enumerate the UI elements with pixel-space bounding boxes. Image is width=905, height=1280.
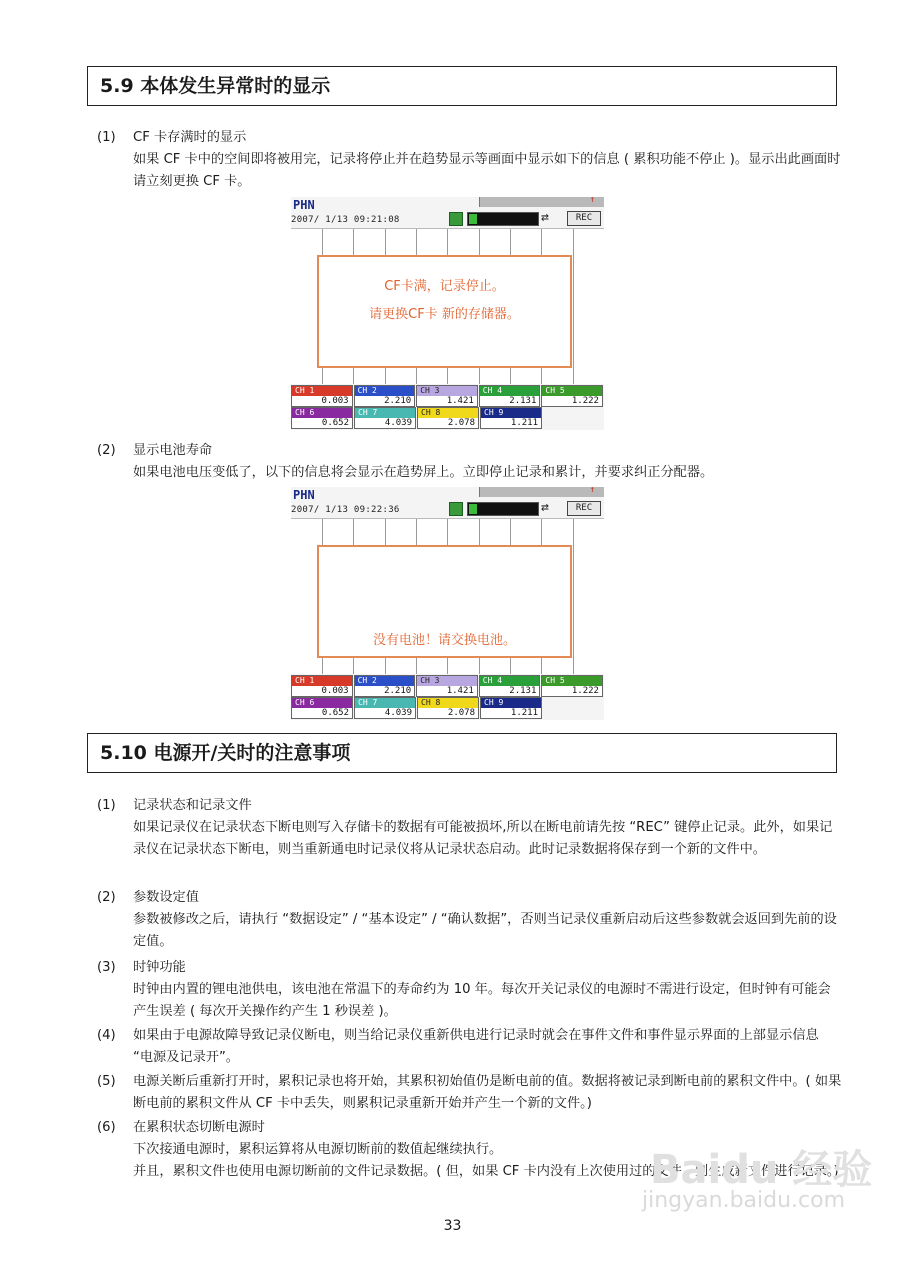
item-heading: 显示电池寿命	[133, 443, 213, 458]
channel-label: CH 2	[355, 386, 415, 396]
tab-mark: ↑	[589, 487, 595, 495]
channel-label: CH 7	[355, 698, 415, 708]
rec-indicator: REC	[567, 211, 601, 226]
item-body: 如果 CF 卡中的空间即将被用完，记录将停止并在趋势显示等画面中显示如下的信息 ( 累积功能不停止 )。显示出此画面时请立刻更换 CF 卡。	[133, 152, 841, 189]
channel-cell	[479, 675, 541, 697]
channel-value: 2.078	[447, 708, 475, 718]
item-number: (1)	[97, 798, 116, 813]
item-body: 参数被修改之后，请执行 “数据设定” / “基本设定” / “确认数据”，否则当记录仪重新启动后这些参数就会返回到先前的设定值。	[133, 912, 837, 949]
screen-brand: PHN	[293, 488, 315, 502]
screen-tab-strip	[479, 487, 604, 497]
channel-value: 0.652	[321, 418, 349, 428]
channel-label: CH 9	[481, 408, 541, 418]
item-number: (6)	[97, 1120, 116, 1135]
channel-cell	[291, 385, 353, 407]
list-item-power-restart	[97, 1071, 842, 1115]
channel-row	[291, 697, 604, 719]
channel-value: 0.003	[321, 396, 349, 406]
item-heading: 参数设定值	[133, 890, 199, 905]
channel-cell	[354, 697, 416, 719]
error-message-line-2: 请更换CF卡 新的存储器。	[369, 307, 520, 322]
channel-grid	[291, 385, 604, 429]
channel-value: 2.078	[447, 418, 475, 428]
trend-chart-area	[291, 228, 604, 384]
cf-card-icon	[449, 212, 463, 226]
channel-value: 1.421	[446, 686, 474, 696]
item-number: (1)	[97, 130, 116, 145]
item-heading: 在累积状态切断电源时	[133, 1120, 265, 1135]
screen-datetime: 2007/ 1/13 09:21:08	[291, 215, 400, 225]
cf-card-icon	[449, 502, 463, 516]
channel-value: 4.039	[384, 418, 412, 428]
channel-cell	[417, 407, 479, 429]
channel-cell	[416, 385, 478, 407]
channel-label: CH 3	[417, 386, 477, 396]
channel-value: 2.131	[509, 686, 537, 696]
power-plug-icon: ⇄	[541, 500, 549, 515]
grid-line	[573, 519, 574, 674]
grid-line	[573, 229, 574, 384]
channel-cell	[541, 385, 603, 407]
error-message-box	[317, 255, 572, 368]
item-number: (2)	[97, 890, 116, 905]
item-heading: 时钟功能	[133, 960, 186, 975]
channel-cell	[291, 697, 353, 719]
channel-value: 2.210	[384, 396, 412, 406]
channel-label: CH 2	[355, 676, 415, 686]
list-item-cf-full	[97, 127, 842, 193]
list-item-battery	[97, 440, 842, 484]
item-body-continued: 并且，累积文件也使用电源切断前的文件记录数据。( 但，如果 CF 卡内没有上次使用过的文件，则生成新文件进行记录。)	[133, 1164, 839, 1179]
channel-value: 1.211	[510, 708, 538, 718]
error-message-line-1: CF卡满，记录停止。	[384, 279, 505, 294]
channel-row	[291, 675, 604, 697]
channel-label: CH 4	[480, 386, 540, 396]
channel-row	[291, 385, 604, 407]
list-item-record-state	[97, 795, 842, 861]
channel-label: CH 5	[542, 386, 602, 396]
channel-cell	[479, 385, 541, 407]
channel-grid	[291, 675, 604, 719]
channel-value: 1.222	[571, 686, 599, 696]
power-plug-icon: ⇄	[541, 210, 549, 225]
list-item-param-settings	[97, 887, 842, 953]
item-body: 如果由于电源故障导致记录仪断电，则当给记录仪重新供电进行记录时就会在事件文件和事件显示界面的上部显示信息 “电源及记录开”。	[133, 1028, 819, 1065]
battery-message: 没有电池！请交换电池。	[372, 633, 516, 648]
channel-label: CH 6	[292, 408, 352, 418]
item-body: 电源关断后重新打开时，累积记录也将开始，其累积初始值仍是断电前的值。数据将被记录到断电前的累积文件中。( 如果断电前的累积文件从 CF 卡中丢失，则累积记录重新开始并产生一个新的文件。)	[133, 1074, 842, 1111]
memory-meter	[467, 212, 539, 226]
watermark-url: jingyan.baidu.com	[642, 1188, 846, 1213]
channel-value: 2.210	[384, 686, 412, 696]
channel-cell	[354, 385, 416, 407]
channel-cell	[480, 407, 542, 429]
channel-value: 2.131	[509, 396, 537, 406]
channel-label: CH 1	[292, 676, 352, 686]
channel-label: CH 8	[418, 408, 478, 418]
channel-value: 0.652	[321, 708, 349, 718]
channel-label: CH 1	[292, 386, 352, 396]
channel-label: CH 3	[417, 676, 477, 686]
channel-cell	[416, 675, 478, 697]
item-heading: CF 卡存满时的显示	[133, 130, 247, 145]
channel-value: 1.222	[571, 396, 599, 406]
channel-value: 1.211	[510, 418, 538, 428]
channel-label: CH 6	[292, 698, 352, 708]
channel-cell	[354, 675, 416, 697]
page-number: 33	[443, 1218, 462, 1234]
item-number: (5)	[97, 1074, 116, 1089]
screen-datetime: 2007/ 1/13 09:22:36	[291, 505, 400, 515]
memory-meter-fill	[469, 214, 477, 224]
channel-value: 1.421	[446, 396, 474, 406]
channel-row	[291, 407, 604, 429]
item-number: (3)	[97, 960, 116, 975]
channel-cell	[480, 697, 542, 719]
item-number: (2)	[97, 443, 116, 458]
error-message-box	[317, 545, 572, 658]
item-body: 如果记录仪在记录状态下断电则写入存储卡的数据有可能被损坏,所以在断电前请先按 “REC” 键停止记录。此外，如果记录仪在记录状态下断电，则当重新通电时记录仪将从记录状态启动。此时记录数据将保存到一个新的文件中。	[133, 820, 833, 857]
item-number: (4)	[97, 1028, 116, 1043]
recorder-screen-battery	[291, 487, 604, 720]
recorder-screen-cf-full	[291, 197, 604, 430]
channel-label: CH 5	[542, 676, 602, 686]
channel-cell	[541, 675, 603, 697]
channel-value: 4.039	[384, 708, 412, 718]
section-title-5-10: 5.10 电源开/关时的注意事项	[87, 733, 837, 773]
channel-label: CH 7	[355, 408, 415, 418]
channel-value: 0.003	[321, 686, 349, 696]
item-body: 下次接通电源时，累积运算将从电源切断前的数值起继续执行。	[133, 1142, 503, 1157]
channel-cell	[291, 407, 353, 429]
channel-label: CH 9	[481, 698, 541, 708]
item-body: 时钟由内置的锂电池供电，该电池在常温下的寿命约为 10 年。每次开关记录仪的电源时不需进行设定，但时钟有可能会产生误差 ( 每次开关操作约产生 1 秒误差 )。	[133, 982, 831, 1019]
trend-chart-area	[291, 518, 604, 674]
section-title-5-9: 5.9 本体发生异常时的显示	[87, 66, 837, 106]
channel-cell	[417, 697, 479, 719]
memory-meter	[467, 502, 539, 516]
watermark-logo: Baidu 经验	[650, 1147, 873, 1193]
list-item-power-failure	[97, 1025, 842, 1069]
item-heading: 记录状态和记录文件	[133, 798, 252, 813]
tab-mark: ↑	[589, 197, 595, 205]
channel-cell	[291, 675, 353, 697]
memory-meter-fill	[469, 504, 477, 514]
channel-label: CH 8	[418, 698, 478, 708]
channel-label: CH 4	[480, 676, 540, 686]
channel-cell	[354, 407, 416, 429]
list-item-clock	[97, 957, 842, 1023]
rec-indicator: REC	[567, 501, 601, 516]
screen-brand: PHN	[293, 198, 315, 212]
screen-tab-strip	[479, 197, 604, 207]
item-body: 如果电池电压变低了，以下的信息将会显示在趋势屏上。立即停止记录和累计，并要求纠正分配器。	[133, 465, 714, 480]
